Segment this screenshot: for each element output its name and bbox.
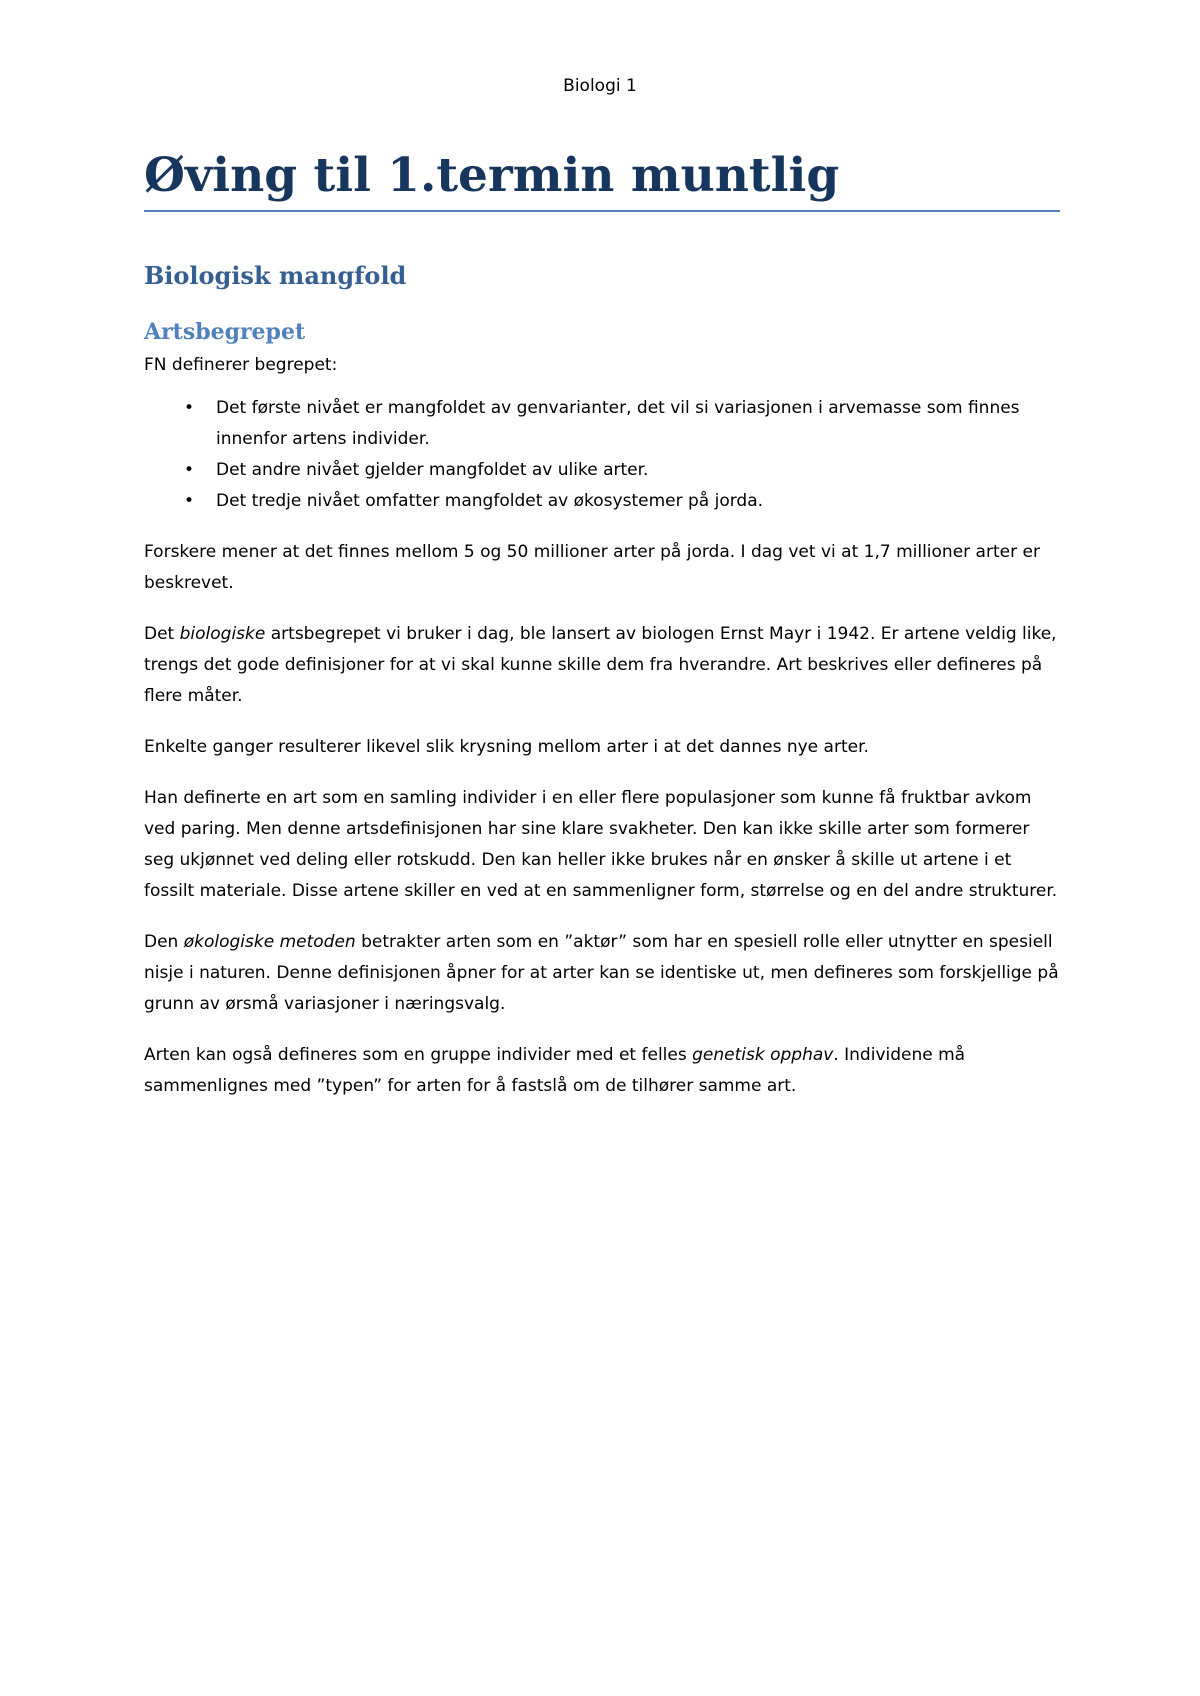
emphasis-text: biologiske [179,623,266,644]
paragraph-definition: Han definerte en art som en samling individer i en eller flere populasjoner som kunne få fruktbar avkom ved paring. Men denne artsdefinisjonen har sine klare svakheter. Den kan ikke skille arter som formerer seg ukjønnet ved deling eller rotskudd. Den kan heller ikke brukes når en ønsker å skille ut artene i et fossilt materiale. Disse artene skiller en ved at en sammenligner form, størrelse og en del andre strukturer. [144,787,1058,901]
paragraph-ecological-method [144,927,1060,1020]
section-heading: Biologisk mangfold [144,261,407,291]
text-run: Den [144,931,184,952]
paragraph-hybridization: Enkelte ganger resulterer likevel slik krysning mellom arter i at det dannes nye arter. [144,736,869,757]
emphasis-text: genetisk opphav [692,1044,834,1065]
bullet-icon: • [184,459,195,480]
text-run: Det [144,623,180,644]
list-item-text: Det andre nivået gjelder mangfoldet av ulike arter. [216,459,649,480]
text-run: Arten kan også defineres som en gruppe individer med et felles [144,1044,693,1065]
document-body [144,148,1060,1102]
page-header: Biologi 1 [563,76,637,96]
list-item [184,393,1060,455]
emphasis-text: økologiske metoden [183,931,356,952]
list-item-text: Det første nivået er mangfoldet av genvarianter, det vil si variasjonen i arvemasse som finnes innenfor artens individer. [216,397,1020,449]
bullet-icon: • [184,397,195,418]
text-run: betrakter arten som en ”aktør” som har en spesiell rolle eller utnytter en spesiell nisje i naturen. Denne definisjonen åpner for at arter kan se identiske ut, men defineres som forskjellige på grunn av ørsmå variasjoner i næringsvalg. [144,931,1059,1014]
paragraph-species-count: Forskere mener at det finnes mellom 5 og 50 millioner arter på jorda. I dag vet vi at 1,7 millioner arter er beskrevet. [144,541,1040,593]
subsection-heading: Artsbegrepet [144,319,306,346]
paragraph-biological-concept [144,619,1060,712]
list-item-text: Det tredje nivået omfatter mangfoldet av økosystemer på jorda. [216,490,764,511]
text-run: artsbegrepet vi bruker i dag, ble lansert av biologen Ernst Mayr i 1942. Er artene veldig like, trengs det gode definisjoner for at vi skal kunne skille dem fra hverandre. Art beskrives eller defineres på flere måter. [144,623,1057,706]
document-title: Øving til 1.termin muntlig [144,148,1060,212]
paragraph-genetic-origin [144,1040,1060,1102]
text-run: . Individene må sammenlignes med ”typen” for arten for å fastslå om de tilhører samme art. [144,1044,966,1096]
intro-paragraph: FN definerer begrepet: [144,354,338,375]
list-item [184,455,1060,486]
bullet-list [144,393,1060,517]
list-item [184,486,1060,517]
bullet-icon: • [184,490,195,511]
